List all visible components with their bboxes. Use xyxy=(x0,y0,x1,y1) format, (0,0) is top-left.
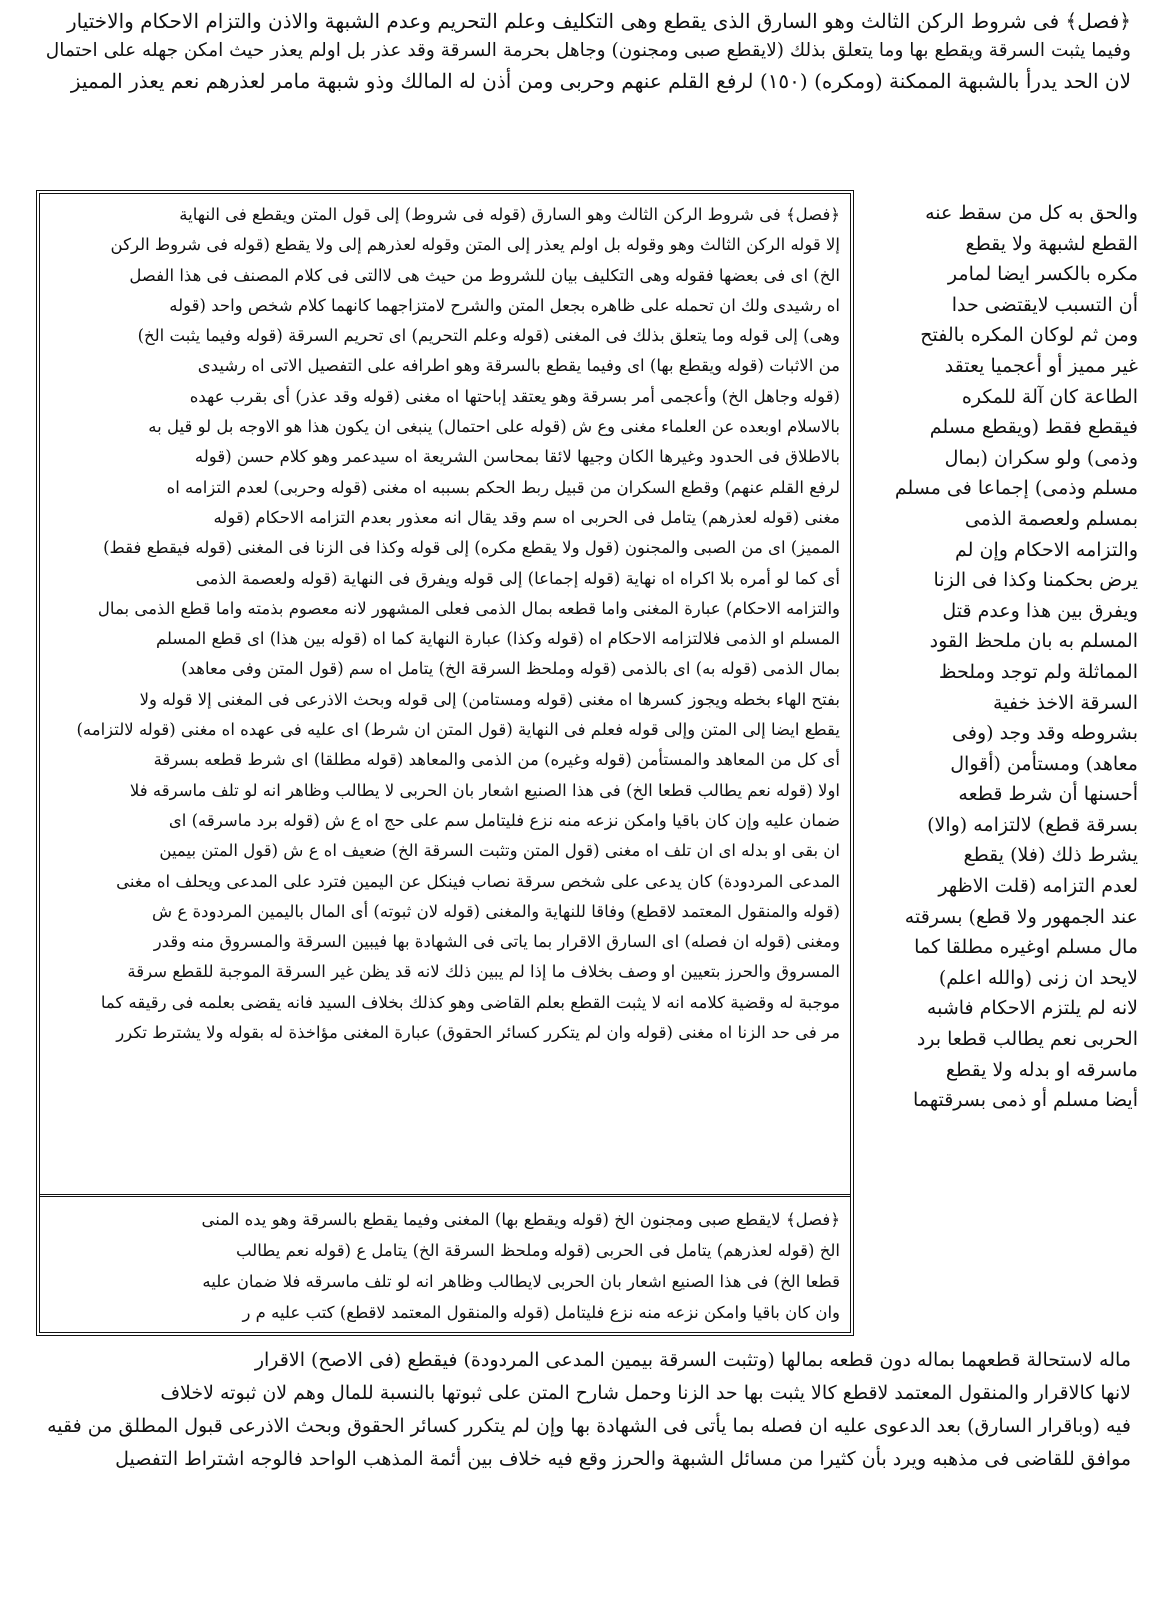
text-line: وفيما يثبت السرقة ويقطع بها وما يتعلق بذلك (لايقطع صبى ومجنون) وجاهل بحرمة السرقة وقد عذر بل اولم يعذر حيث امكن جهله على احتمال xyxy=(45,40,1131,61)
commentary-line: قطعا الخ) فى هذا الصنيع اشعار بان الحربى لايطالب وظاهر انه لو تلف ماسرقه فلا ضمان عليه xyxy=(202,1272,840,1291)
side-text-line: ماسرقه او بدله ولا يقطع xyxy=(945,1058,1138,1081)
side-text-line: غير مميز أو أعجميا يعتقد xyxy=(944,354,1138,377)
side-text-line: بمسلم ولعصمة الذمى xyxy=(964,507,1138,530)
commentary-line: (قوله والمنقول المعتمد لاقطع) وفاقا للنهاية والمغنى (قوله لان ثبوته) أى المال باليمين المردودة ع ش xyxy=(152,901,840,921)
commentary-line: من الاثبات (قوله ويقطع بها) اى وفيما يقطع بالسرقة وهو اطرافه على التفصيل الاتى اه رشيدى xyxy=(197,356,840,376)
commentary-line: أى كما لو أمره بلا اكراه اه نهاية (قوله إجماعا) إلى قوله ويفرق فى النهاية (قوله ولعصمة الذمى xyxy=(195,568,840,588)
commentary-line: وهى) إلى قوله وما يتعلق بذلك فى المغنى (قوله وعلم التحريم) اى تحريم السرقة (قوله وفيما يثبت الخ) xyxy=(137,326,840,346)
side-text-line: والتزامه الاحكام وإن لم xyxy=(955,538,1138,561)
side-text-line: وذمى) ولو سكران (بمال xyxy=(944,446,1138,469)
commentary-line: ﴿فصل﴾ فى شروط الركن الثالث وهو السارق (قوله فى شروط) إلى قول المتن ويقطع فى النهاية xyxy=(179,205,840,224)
side-text-line: لايحد ان زنى (والله اعلم) xyxy=(938,966,1138,989)
side-text-line: يشرط ذلك (فلا) يقطع xyxy=(963,844,1138,867)
side-text-line: القطع لشبهة ولا يقطع xyxy=(965,232,1138,255)
commentary-line: الخ (قوله لعذرهم) يتامل فى الحربى (قوله وملحظ السرقة الخ) يتامل ع (قوله نعم يطالب xyxy=(235,1241,840,1260)
commentary-line: لرفع القلم عنهم) وقطع السكران من قبيل ربط الحكم بسببه اه مغنى (قوله وحربى) لعدم التزامه اه xyxy=(166,477,840,497)
commentary-line: بمال الذمى (قوله به) اى بالذمى (قوله وملحظ السرقة الخ) يتامل اه سم (قول المتن وفى معاهد) xyxy=(181,659,840,679)
commentary-line: المدعى المردودة) كان يدعى على شخص سرقة نصاب فينكل عن اليمين فترد على المدعى ويحلف اه مغنى xyxy=(116,871,840,891)
side-text-line: يرض بحكمنا وكذا فى الزنا xyxy=(933,569,1138,592)
side-text-line: مال مسلم اوغيره مطلقا كما xyxy=(914,936,1138,959)
side-column-text xyxy=(876,198,1138,1116)
commentary-line: ضمان عليه وإن كان باقيا وامكن نزعه منه نزع فليتامل سم على حج اه ع ش (قوله برد ماسرقه) اى xyxy=(168,810,840,830)
side-text-line: والحق به كل من سقط عنه xyxy=(925,202,1138,224)
text-line: لانها كالاقرار والمنقول المعتمد لاقطع كالا يثبت بها حد الزنا وحمل شارح المتن على ثبوتها بالنسبة للمال وهم لان ثبوته لاخلاف xyxy=(160,1382,1131,1404)
commentary-line: المميز) اى من الصبى والمجنون (قول ولا يقطع مكره) إلى قوله وكذا فى الزنا فى المغنى (قوله فيقطع فقط) xyxy=(103,538,840,558)
side-text-line: ويفرق بين هذا وعدم قتل xyxy=(942,599,1138,622)
side-text-line: لعدم التزامه (قلت الاظهر xyxy=(938,875,1138,898)
side-text-line: المماثلة ولم توجد وملحظ xyxy=(938,660,1138,683)
side-text-line: بسرقة قطع) لالتزامه (والا) xyxy=(927,813,1138,836)
side-text-line: الحربى نعم يطالب قطعا برد xyxy=(916,1028,1138,1051)
commentary-line: الخ) اى فى بعضها فقوله وهى التكليف بيان للشروط من حيث هى لاالتى فى كلام المصنف فى هذا الفصل xyxy=(129,265,840,285)
commentary-line: ان بقى او بدله اى ان تلف اه مغنى (قول المتن وتثبت السرقة الخ) ضعيف اه ع ش (قول المتن بيمين xyxy=(159,841,840,861)
side-text-line: الطاعة كان آلة للمكره xyxy=(961,385,1138,408)
commentary-line: إلا قوله الركن الثالث وهو وقوله بل اولم يعذر إلى المتن وقوله لعذرهم إلى ولا يقطع (قوله فى شروط الركن xyxy=(110,235,840,255)
commentary-box xyxy=(36,190,854,1336)
commentary-line: المسروق والحرز بتعيين او وصف بخلاف ما إذا لم يبين ذلك لانه قد يظن غير السرقة الموجبة للقطع سرقة xyxy=(127,962,840,982)
commentary-line: مغنى (قوله لعذرهم) يتامل فى الحربى اه سم وقد يقال انه معذور بعدم التزامه الاحكام (قوله xyxy=(213,507,840,527)
main-text-bottom xyxy=(28,1344,1131,1476)
commentary-line: يقطع ايضا إلى المتن وإلى قوله فعلم فى النهاية (قول المتن ان شرط) اى عليه فى عهده اه مغنى (قوله لالتزامه) xyxy=(76,720,840,740)
commentary-line: أى كل من المعاهد والمستأمن (قوله وغيره) من الذمى والمعاهد (قوله مطلقا) اى شرط قطعه بسرقة xyxy=(153,750,840,770)
text-line: موافق للقاضى فى مذهبه ويرد بأن كثيرا من مسائل الشبهة والحرز وقع فيه خلاف بين أئمة المذهب الواحد فالوجه اشتراط التفصيل xyxy=(115,1448,1131,1470)
side-text-line: عند الجمهور ولا قطع) بسرقته xyxy=(904,905,1138,928)
commentary-line: مر فى حد الزنا اه مغنى (قوله وان لم يتكرر كسائر الحقوق) عبارة المغنى مؤاخذة له بقوله ولا يشترط تكرر xyxy=(116,1023,840,1043)
side-text-line: معاهد) ومستأمن (أقوال xyxy=(950,752,1138,775)
commentary-lower xyxy=(40,1202,848,1328)
commentary-line: بفتح الهاء بخطه ويجوز كسرها اه مغنى (قوله ومستامن) إلى قوله وبحث الاذرعى فى المغنى إلا قوله ولا xyxy=(139,689,840,709)
text-line: فيه (وباقرار السارق) بعد الدعوى عليه ان فصله بما يأتى فى الشهادة بها وإن لم يتكرر كسائر الحقوق وبحث الاذرعى قبول المطلق من فقيه xyxy=(47,1415,1131,1437)
side-text-line: أن التسبب لايقتضى حدا xyxy=(951,293,1138,316)
text-line: لان الحد يدرأ بالشبهة الممكنة (ومكره) (١٥٠) لرفع القلم عنهم وحربى ومن أذن له المالك وذو شبهة مامر لعذرهم نعم يعذر المميز xyxy=(70,69,1131,93)
commentary-upper xyxy=(40,194,848,1124)
box-divider xyxy=(40,1194,850,1197)
side-text-line: السرقة الاخذ خفية xyxy=(993,691,1138,714)
commentary-line: وان كان باقيا وامكن نزعه منه نزع فليتامل (قوله والمنقول المعتمد لاقطع) كتب عليه م ر xyxy=(242,1303,840,1322)
commentary-line: بالاطلاق فى الحدود وغيرها الكان وجيها لائقا بمحاسن الشريعة اه سيدعمر وهو كلام حسن (قوله xyxy=(194,447,840,467)
side-text-line: المسلم به بان ملحظ القود xyxy=(929,630,1138,653)
side-text-line: أحسنها أن شرط قطعه xyxy=(958,783,1138,806)
commentary-line: اه رشيدى ولك ان تحمله على ظاهره بجعل المتن والشرح لامتزاجهما كانهما كلام شخص واحد (قوله xyxy=(169,295,840,315)
commentary-line: اولا (قوله نعم يطالب قطعا الخ) فى هذا الصنيع اشعار بان الحربى لا يطالب وظاهر انه لو تلف ماسرقه فلا xyxy=(129,780,840,800)
commentary-line: موجبة له وقضية كلامه انه لا يثبت القطع بعلم القاضى وهو كذلك بخلاف السيد فانه يقضى بعلمه فى رقيقه كما xyxy=(100,992,840,1012)
side-text-line: مسلم وذمى) إجماعا فى مسلم xyxy=(894,477,1138,500)
side-text-line: فيقطع فقط (ويقطع مسلم xyxy=(929,416,1138,439)
text-line: ﴿فصل﴾ فى شروط الركن الثالث وهو السارق الذى يقطع وهى التكليف وعلم التحريم وعدم الشبهة والاذن والتزام الاحكام والاختيار xyxy=(66,9,1131,33)
commentary-line: بالاسلام اوبعده عن العلماء مغنى وع ش (قوله على احتمال) ينبغى ان يكون هذا هو الاوجه بل لو قيل به xyxy=(148,417,840,437)
side-text-line: أيضا مسلم أو ذمى بسرقتهما xyxy=(912,1089,1138,1112)
commentary-line: المسلم او الذمى فلالتزامه الاحكام اه (قوله وكذا) عبارة النهاية كما اه (قوله بين هذا) اى قطع المسلم xyxy=(155,629,840,649)
commentary-line: (قوله وجاهل الخ) وأعجمى أمر بسرقة وهو يعتقد إباحتها اه مغنى (قوله وقد عذر) أى بقرب عهده xyxy=(189,386,840,406)
commentary-line: والتزامه الاحكام) عبارة المغنى واما قطعه بمال الذمى فعلى المشهور لانه معصوم بذمته واما قطع الذمى بمال xyxy=(97,598,840,618)
text-line: ماله لاستحالة قطعهما بماله دون قطعه بمالها (وتثبت السرقة بيمين المدعى المردودة) فيقطع (فى الاصح) الاقرار xyxy=(254,1349,1131,1371)
main-text-top xyxy=(28,6,1131,96)
side-text-line: بشروطه وقد وجد (وفى xyxy=(952,722,1138,745)
commentary-line: ومغنى (قوله ان فصله) اى السارق الاقرار بما ياتى فى الشهادة بها فيبين السرقة والمسروق منه وقدر xyxy=(153,932,840,952)
commentary-line: ﴿فصل﴾ لايقطع صبى ومجنون الخ (قوله ويقطع بها) المغنى وفيما يقطع بالسرقة وهو يده المنى xyxy=(201,1210,840,1229)
side-text-line: مكره بالكسر ايضا لمامر xyxy=(947,263,1138,286)
side-text-line: ومن ثم لوكان المكره بالفتح xyxy=(920,324,1138,347)
side-text-line: لانه لم يلتزم الاحكام فاشبه xyxy=(926,997,1138,1020)
